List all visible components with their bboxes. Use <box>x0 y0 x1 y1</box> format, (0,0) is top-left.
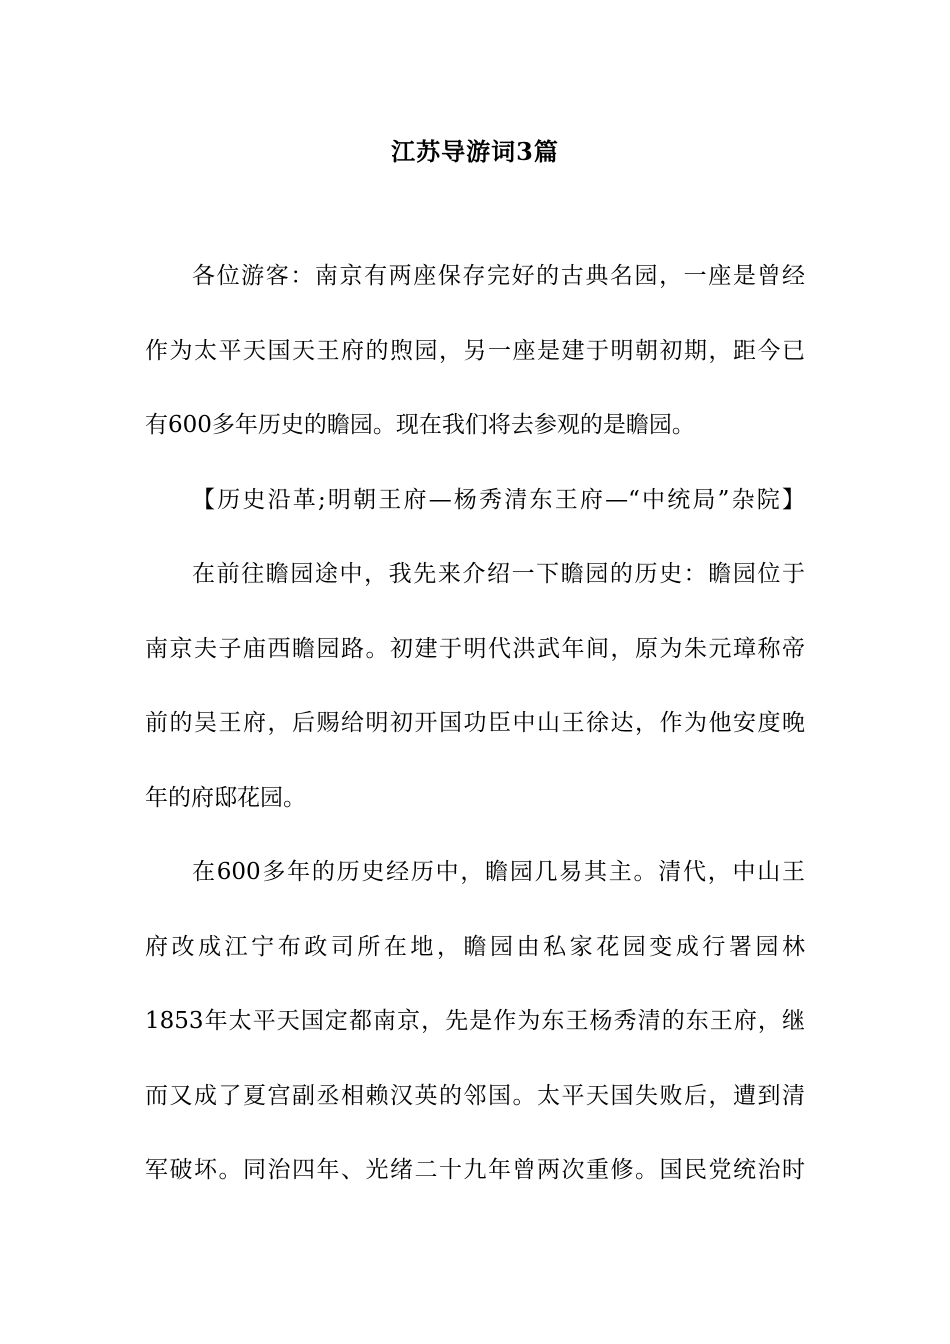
paragraph-line: 在前往瞻园途中，我先来介绍一下瞻园的历史：瞻园位于 <box>192 561 805 587</box>
document-title: 江苏导游词3篇 <box>391 137 559 166</box>
paragraph-line: 在600多年的历史经历中，瞻园几易其主。清代，中山王 <box>192 859 805 885</box>
paragraph-line: 作为太平天国天王府的煦园，另一座是建于明朝初期，距今已 <box>145 338 805 364</box>
paragraph-line: 有600多年历史的瞻园。现在我们将去参观的是瞻园。 <box>145 412 695 438</box>
paragraph-line: 1853年太平天国定都南京，先是作为东王杨秀清的东王府，继 <box>145 1008 805 1034</box>
paragraph-line: 年的府邸花园。 <box>145 785 306 811</box>
paragraph-line: 军破坏。同治四年、光绪二十九年曾两次重修。国民党统治时 <box>145 1157 805 1183</box>
paragraph-line: 南京夫子庙西瞻园路。初建于明代洪武年间，原为朱元璋称帝 <box>145 636 805 662</box>
paragraph-line: 府改成江宁布政司所在地，瞻园由私家花园变成行署园林 <box>145 934 805 960</box>
paragraph-line: 各位游客：南京有两座保存完好的古典名园，一座是曾经 <box>192 263 805 289</box>
section-heading: 【历史沿革;明朝王府—杨秀清东王府—“中统局”杂院】 <box>192 487 805 513</box>
paragraph-line: 而又成了夏宫副丞相赖汉英的邻国。太平天国失败后，遭到清 <box>145 1083 805 1109</box>
paragraph-line: 前的吴王府，后赐给明初开国功臣中山王徐达，作为他安度晚 <box>145 710 805 736</box>
